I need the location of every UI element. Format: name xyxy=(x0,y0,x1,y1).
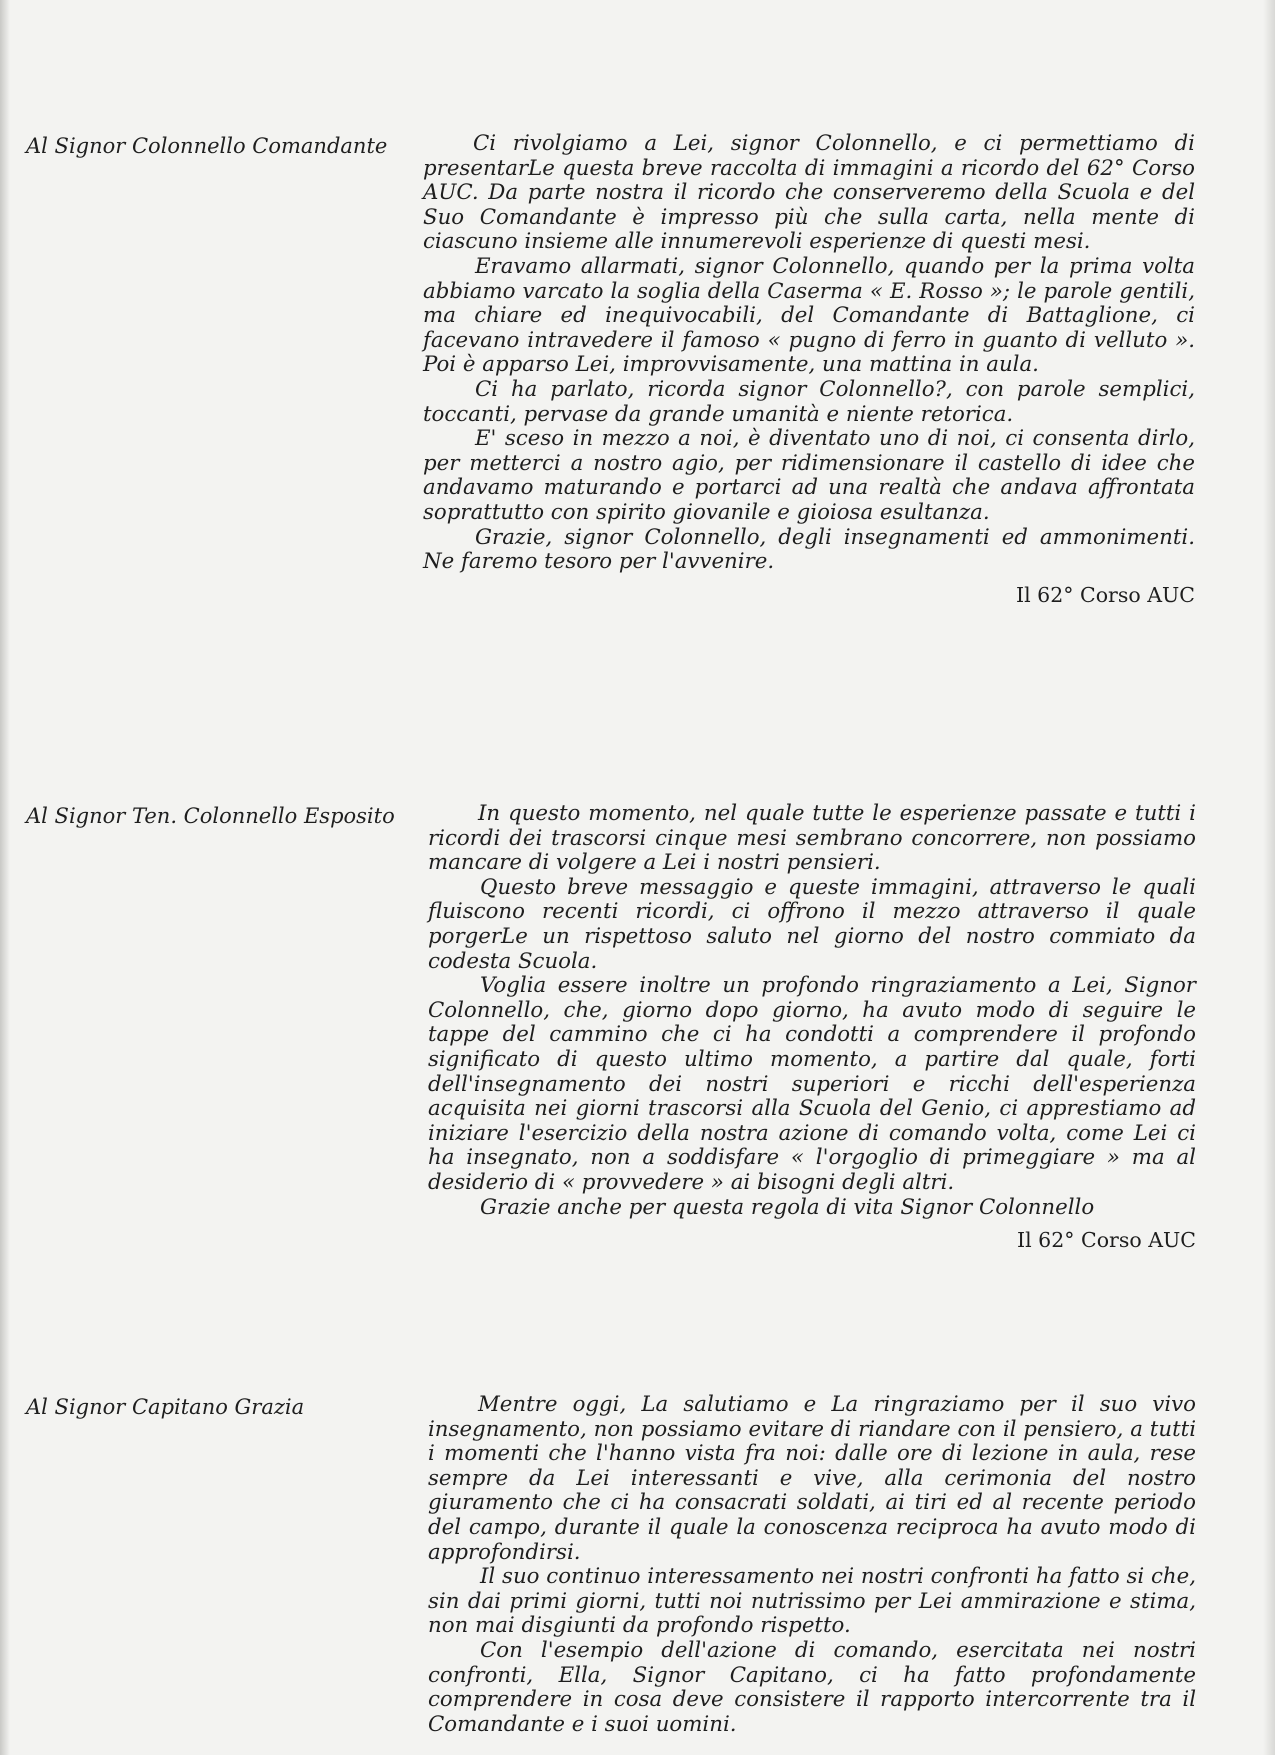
paragraph: Questo breve messaggio e queste immagini, attraverso le quali fluiscono recenti ricordi, ci offrono il mezzo attraverso il quale porgerLe un rispettoso saluto nel giorno del nostro commiato da codesta Scuola. xyxy=(428,874,1196,974)
paragraph: Grazie anche per questa regola di vita Signor Colonnello xyxy=(480,1194,1095,1220)
paragraph: In questo momento, nel quale tutte le esperienze passate e tutti i ricordi dei trascorsi cinque mesi sembrano concorrere, non possiamo mancare di volgere a Lei i nostri pensieri. xyxy=(428,801,1196,876)
letter-body xyxy=(423,132,1195,607)
paragraph: Mentre oggi, La salutiamo e La ringraziamo per il suo vivo insegnamento, non possiamo evitare di riandare con il pensiero, a tutti i momenti che l'hanno vista fra noi: dalle ore di lezione in aula, rese sempre da Lei interessanti e vive, alla cerimonia del nostro giuramento che ci ha consacrati soldati, ai tiri ed al recente periodo del campo, durante il quale la conoscenza reciproca ha avuto modo di approfondirsi. xyxy=(428,1392,1196,1565)
signature: Il 62° Corso AUC xyxy=(1017,1228,1196,1253)
paragraph: Eravamo allarmati, signor Colonnello, quando per la prima volta abbiamo varcato la soglia della Caserma « E. Rosso »; le parole gentili, ma chiare ed inequivocabili, del Comandante di Battaglione, ci facevano intravedere il famoso « pugno di ferro in guanto di velluto ». Poi è apparso Lei, improvvisamente, una mattina in aula. xyxy=(423,253,1195,378)
addressee: Al Signor Colonnello Comandante xyxy=(26,134,388,158)
letter-body xyxy=(428,1393,1196,1737)
addressee: Al Signor Capitano Grazia xyxy=(26,1395,305,1419)
letter-body xyxy=(428,802,1196,1252)
addressee: Al Signor Ten. Colonnello Esposito xyxy=(26,804,395,828)
paragraph: Con l'esempio dell'azione di comando, esercitata nei nostri confronti, Ella, Signor Capitano, ci ha fatto profondamente comprendere in cosa deve consistere il rapporto intercorrente tra il Comandante e i suoi uomini. xyxy=(428,1637,1196,1737)
paragraph: Ci rivolgiamo a Lei, signor Colonnello, e ci permettiamo di presentarLe questa breve raccolta di immagini a ricordo del 62° Corso AUC. Da parte nostra il ricordo che conserveremo della Scuola e del Suo Comandante è impresso più che sulla carta, nella mente di ciascuno insieme alle innumerevoli esperienze di questi mesi. xyxy=(423,131,1195,255)
signature: Il 62° Corso AUC xyxy=(1016,582,1195,607)
paragraph: Il suo continuo interessamento nei nostri confronti ha fatto si che, sin dai primi giorni, tutti noi nutrissimo per Lei ammirazione e stima, non mai disgiunti da profondo rispetto. xyxy=(428,1564,1196,1639)
page-edge-right xyxy=(1263,0,1275,1755)
page-edge-left xyxy=(0,0,10,1755)
paragraph: Ci ha parlato, ricorda signor Colonnello?, con parole semplici, toccanti, pervase da grande umanità e niente retorica. xyxy=(423,376,1195,427)
paragraph: E' sceso in mezzo a noi, è diventato uno di noi, ci consenta dirlo, per metterci a nostro agio, per ridimensionare il castello di idee che andavamo maturando e portarci ad una realtà che andava affrontata soprattutto con spirito giovanile e gioiosa esultanza. xyxy=(423,426,1195,525)
paragraph: Grazie, signor Colonnello, degli insegnamenti ed ammonimenti. Ne faremo tesoro per l'avvenire. xyxy=(423,524,1195,575)
paragraph: Voglia essere inoltre un profondo ringraziamento a Lei, Signor Colonnello, che, giorno dopo giorno, ha avuto modo di seguire le tappe del cammino che ci ha condotti a comprendere il profondo significato di questo ultimo momento, a partire dal quale, forti dell'insegnamento dei nostri superiori e ricchi dell'esperienza acquisita nei giorni trascorsi alla Scuola del Genio, ci apprestiamo ad iniziare l'esercizio della nostra azione di comando volta, come Lei ci ha insegnato, non a soddisfare « l'orgoglio di primeggiare » ma al desiderio di « provvedere » ai bisogni degli altri. xyxy=(428,973,1196,1195)
